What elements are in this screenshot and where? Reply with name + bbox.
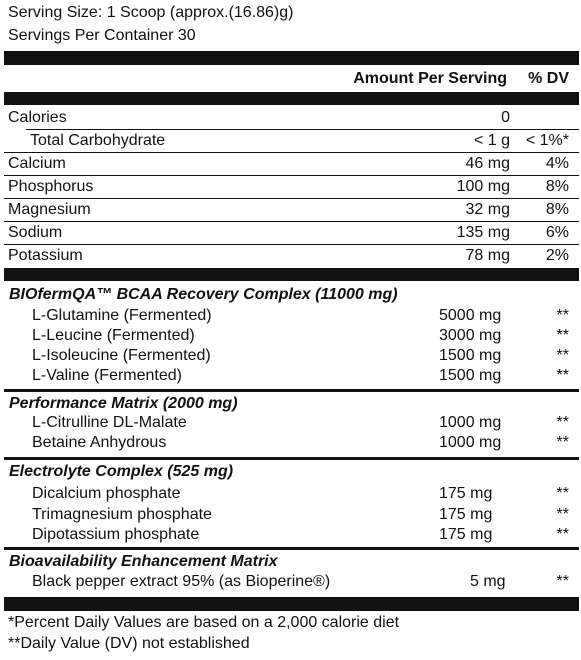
- ingredient-label: L-Leucine (Fermented): [32, 327, 195, 344]
- ingredient-dv: **: [556, 506, 569, 523]
- ingredient-amount: 5000 mg: [439, 307, 502, 324]
- ingredient-row: [4, 307, 579, 326]
- top-thick-bar: [4, 51, 579, 65]
- nutrient-dv: 6%: [545, 224, 569, 241]
- ingredient-label: L-Citrulline DL-Malate: [32, 414, 187, 431]
- ingredient-dv: **: [556, 526, 569, 543]
- ingredient-label: Dicalcium phosphate: [32, 485, 181, 502]
- nutrient-amount: 32 mg: [465, 201, 510, 218]
- section-divider: [4, 547, 579, 550]
- ingredient-dv: **: [556, 307, 569, 324]
- nutrient-amount: 78 mg: [465, 247, 510, 264]
- servings-per-container: Servings Per Container 30: [8, 27, 196, 44]
- ingredient-label: Dipotassium phosphate: [32, 526, 200, 543]
- ingredient-row: [4, 327, 579, 346]
- nutrient-amount: 135 mg: [456, 224, 510, 241]
- section-title-bioavailability: Bioavailability Enhancement Matrix: [9, 553, 278, 570]
- nutrient-label: Phosphorus: [8, 178, 94, 195]
- ingredient-dv: **: [556, 573, 569, 590]
- ingredient-label: L-Isoleucine (Fermented): [32, 347, 211, 364]
- ingredient-dv: **: [556, 485, 569, 502]
- ingredient-dv: **: [556, 327, 569, 344]
- ingredient-row: [4, 573, 579, 592]
- ingredient-label: L-Valine (Fermented): [32, 367, 182, 384]
- nutrient-amount: 100 mg: [456, 178, 510, 195]
- nutrient-dv: 8%: [545, 201, 569, 218]
- nutrient-row: [4, 153, 579, 176]
- nutrient-dv: 4%: [545, 155, 569, 172]
- nutrient-label: Sodium: [8, 224, 63, 241]
- complex-thick-bar: [4, 268, 579, 281]
- nutrient-label: Potassium: [8, 247, 83, 264]
- section-divider: [4, 389, 579, 392]
- ingredient-row: [4, 347, 579, 366]
- nutrient-amount: 46 mg: [465, 155, 510, 172]
- footnote-dv-basis: *Percent Daily Values are based on a 2,000 calorie diet: [8, 614, 400, 631]
- ingredient-amount: 3000 mg: [439, 327, 502, 344]
- ingredient-dv: **: [556, 347, 569, 364]
- section-divider: [4, 457, 579, 460]
- ingredient-row: [4, 506, 579, 525]
- bottom-thick-bar: [4, 597, 579, 611]
- ingredient-row: [4, 434, 579, 453]
- section-title-performance: Performance Matrix (2000 mg): [9, 395, 238, 412]
- nutrient-row: [4, 199, 579, 222]
- nutrient-row: [4, 176, 579, 199]
- ingredient-amount: 5 mg: [470, 573, 506, 590]
- ingredient-amount: 175 mg: [439, 506, 493, 523]
- section-title-electrolyte: Electrolyte Complex (525 mg): [9, 463, 234, 480]
- nutrient-label: Calcium: [8, 155, 66, 172]
- nutrient-amount: < 1 g: [473, 132, 510, 149]
- ingredient-dv: **: [556, 414, 569, 431]
- nutrient-label: Magnesium: [8, 201, 91, 218]
- ingredient-row: [4, 367, 579, 386]
- nutrient-row: [4, 245, 579, 268]
- serving-size: Serving Size: 1 Scoop (approx.(16.86)g): [8, 4, 294, 21]
- ingredient-label: L-Glutamine (Fermented): [32, 307, 212, 324]
- nutrient-amount: 0: [501, 109, 510, 126]
- ingredient-amount: 175 mg: [439, 526, 493, 543]
- ingredient-amount: 1000 mg: [439, 414, 502, 431]
- nutrient-row: [4, 222, 579, 245]
- nutrient-dv: < 1%*: [525, 132, 569, 149]
- ingredient-amount: 1500 mg: [439, 347, 502, 364]
- ingredient-amount: 175 mg: [439, 485, 493, 502]
- ingredient-dv: **: [556, 434, 569, 451]
- nutrient-label: Calories: [8, 109, 67, 126]
- nutrient-label: Total Carbohydrate: [30, 132, 166, 149]
- nutrient-dv: 8%: [545, 178, 569, 195]
- ingredient-label: Trimagnesium phosphate: [32, 506, 212, 523]
- ingredient-row: [4, 526, 579, 545]
- ingredient-row: [4, 485, 579, 504]
- footnote-dv-not-established: **Daily Value (DV) not established: [8, 635, 250, 652]
- nutrient-row: [4, 107, 579, 130]
- nutrient-dv: 2%: [545, 247, 569, 264]
- column-dv-header: % DV: [528, 70, 569, 87]
- ingredient-label: Betaine Anhydrous: [32, 434, 167, 451]
- ingredient-label: Black pepper extract 95% (as Bioperine®): [32, 573, 331, 590]
- nutrient-row: [4, 130, 579, 153]
- column-amount-header: Amount Per Serving: [353, 70, 507, 87]
- ingredient-amount: 1500 mg: [439, 367, 502, 384]
- ingredient-row: [4, 414, 579, 433]
- header-thick-bar: [4, 92, 579, 105]
- section-title-bcaa: BIOfermQA™ BCAA Recovery Complex (11000 mg): [9, 286, 398, 303]
- ingredient-amount: 1000 mg: [439, 434, 502, 451]
- ingredient-dv: **: [556, 367, 569, 384]
